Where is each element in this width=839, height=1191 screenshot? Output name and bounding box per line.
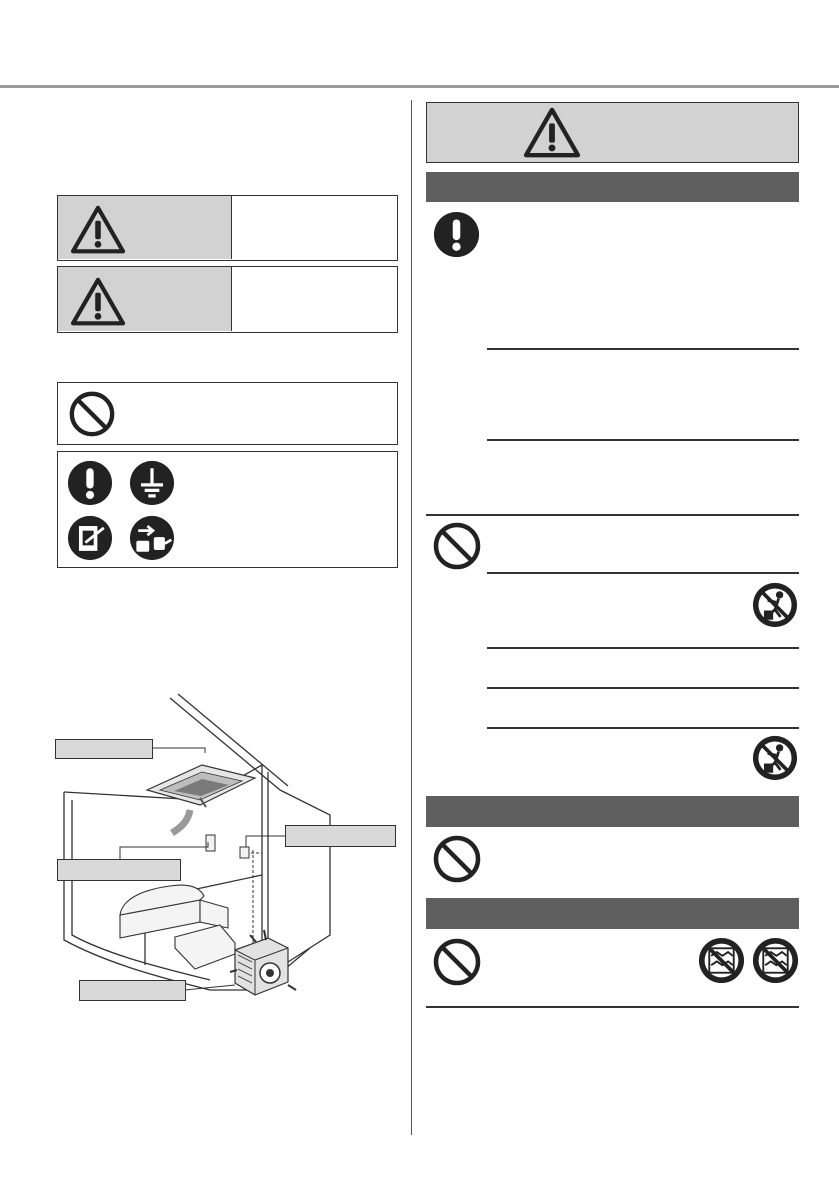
outdoor-unit-drawing — [230, 930, 296, 995]
power-supply-label — [285, 825, 396, 847]
item-divider — [487, 727, 799, 729]
warning-triangle-icon — [523, 107, 581, 159]
section-band-4 — [426, 898, 799, 929]
prohibited-legend-box — [57, 382, 398, 445]
section-divider — [426, 514, 799, 516]
no-touch-icon — [752, 735, 798, 781]
warning-legend-box — [57, 195, 398, 261]
item-divider — [487, 348, 799, 350]
column-divider — [411, 100, 412, 1135]
outdoor-unit-label — [79, 980, 186, 1001]
no-insert-icon — [698, 937, 745, 984]
no-climbing-icon — [752, 582, 798, 628]
prohibited-icon — [432, 834, 482, 884]
section-band-3 — [426, 796, 799, 827]
warning-legend-cell — [58, 196, 232, 259]
mandatory-legend-box — [57, 451, 398, 568]
breaker-switch-icon — [67, 515, 113, 561]
item-divider — [487, 687, 799, 689]
top-rule — [0, 85, 839, 88]
mandatory-icon — [67, 460, 113, 506]
section-divider — [426, 1006, 799, 1008]
caution-legend-cell — [58, 267, 232, 331]
remote-control-label — [57, 859, 181, 881]
unplug-icon — [129, 515, 175, 561]
item-divider — [487, 572, 799, 574]
indoor-unit-label — [55, 739, 153, 759]
warning-header — [426, 102, 799, 163]
prohibited-icon — [68, 390, 116, 438]
section-band-1 — [426, 172, 799, 202]
mandatory-icon — [433, 211, 480, 258]
prohibited-icon — [432, 937, 482, 987]
warning-triangle-icon — [70, 277, 126, 327]
ground-icon — [129, 460, 175, 506]
item-divider — [487, 439, 799, 441]
indoor-unit-drawing — [147, 765, 255, 833]
warning-triangle-icon — [70, 205, 126, 255]
item-divider — [487, 647, 799, 649]
prohibited-icon — [432, 521, 482, 571]
caution-legend-box — [57, 266, 398, 333]
no-insert-icon — [752, 937, 799, 984]
